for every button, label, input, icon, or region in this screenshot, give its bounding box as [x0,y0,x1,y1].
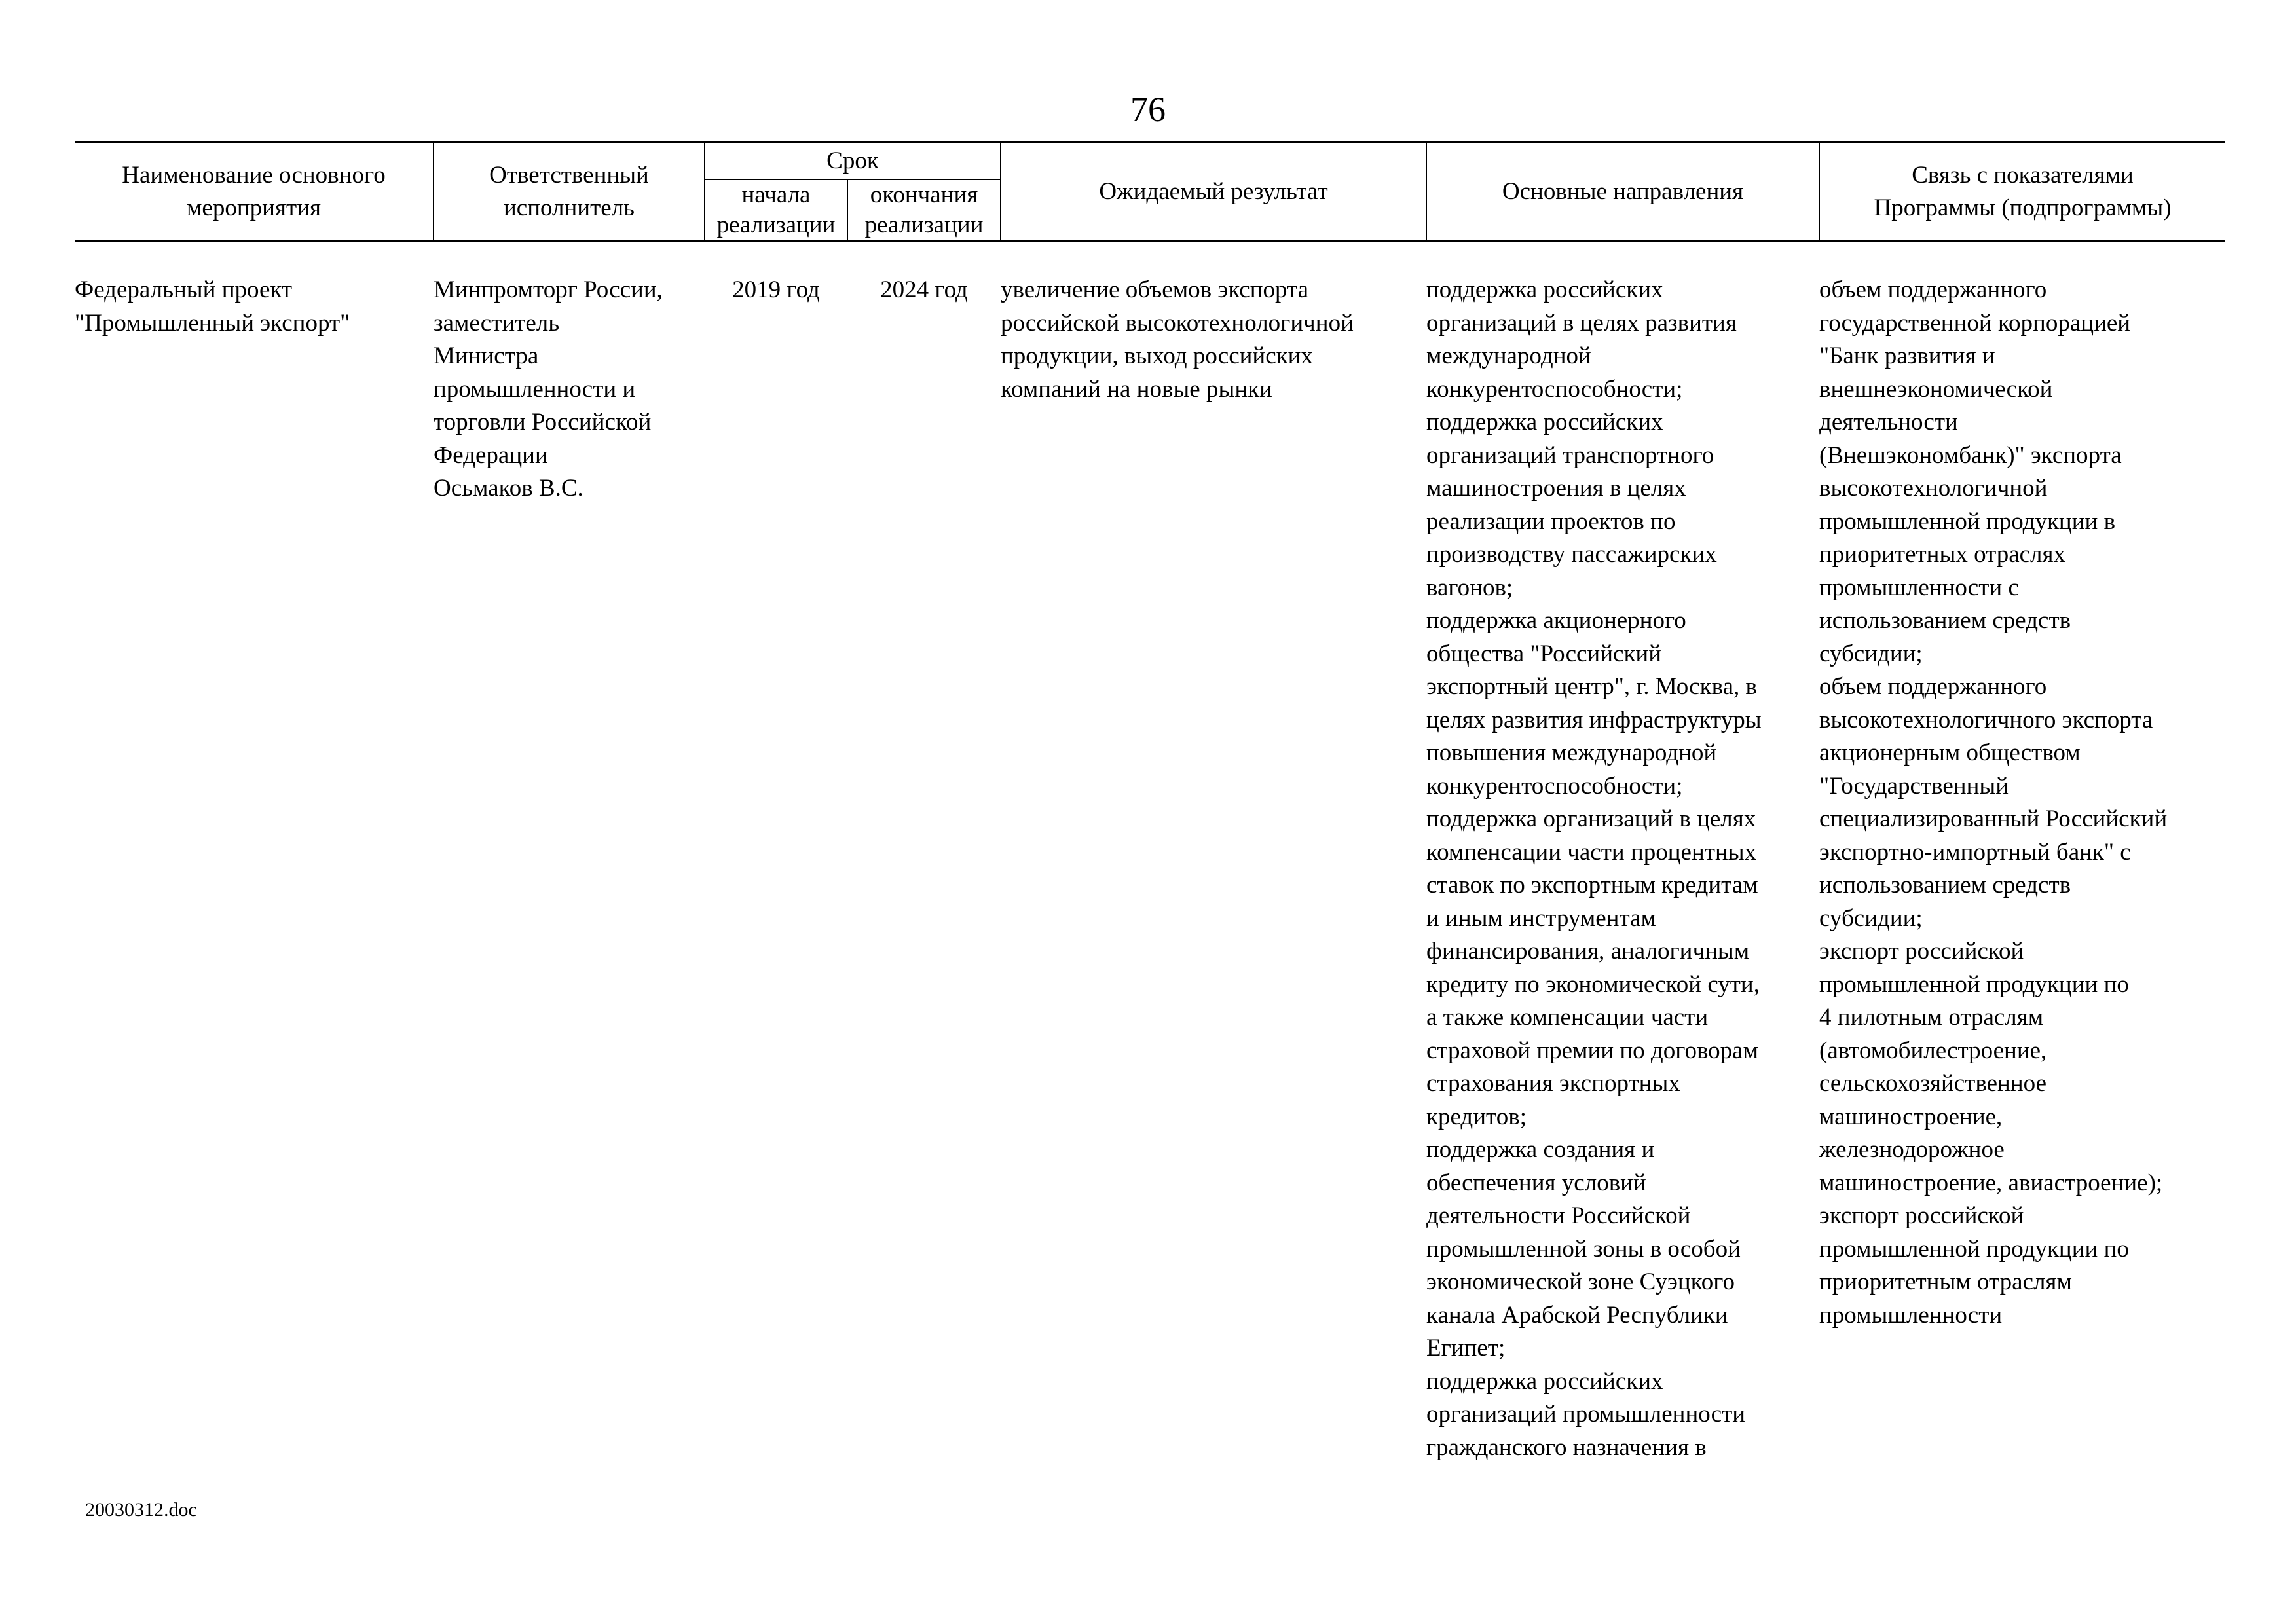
file-name-footer: 20030312.doc [85,1499,197,1521]
header-main-directions: Основные направления [1426,143,1819,242]
row-activity-name: Федеральный проект "Промышленный экспорт" [75,276,350,337]
row-term-start: 2019 год [732,276,820,303]
header-expected-result: Ожидаемый результат [1001,143,1426,242]
table-header [75,143,2225,242]
program-activities-table [75,141,2225,1464]
row-executor: Минпромторг России, заместитель Министра промышленности и торговли Российской Федерации Осьмаков В.С. [434,276,663,502]
header-executor: Ответственный исполнитель [434,143,705,242]
header-program-indicators: Связь с показателями Программы (подпрограммы) [1819,143,2225,242]
header-term-start: начала реализации [705,179,847,242]
header-activity-name: Наименование основного мероприятия [75,143,434,242]
row-expected-result: увеличение объемов экспорта российской высокотехнологичной продукции, выход российских компаний на новые рынки [1001,276,1354,403]
header-term-end: окончания реализации [847,179,1001,242]
row-program-indicators: объем поддержанного государственной корпорацией "Банк развития и внешнеэкономической деятельности (Внешэкономбанк)" экспорта высокотехнологичной промышленной продукции в приоритетных отраслях промышленности с использованием средств субсидии; объем поддержанного высокотехнологичного экспорта акционерным обществом "Государственный специализированный Российский экспортно-импортный банк" с использованием средств субсидии; экспорт российской промышленной продукции по 4 пилотным отраслям (автомобилестроение, сельскохозяйственное машиностроение, железнодорожное машиностроение, авиастроение); экспорт российской промышленной продукции по приоритетным отраслям промышленности [1819,276,2168,1329]
row-main-directions: поддержка российских организаций в целях развития международной конкурентоспособности; поддержка российских организаций транспортного машиностроения в целях реализации проектов по производству пассажирских вагонов; поддержка акционерного общества "Российский экспортный центр", г. Москва, в целях развития инфраструктуры повышения международной конкурентоспособности; поддержка организаций в целях компенсации части процентных ставок по экспортным кредитам и иным инструментам финансирования, аналогичным кредиту по экономической сути, а также компенсации части страховой премии по договорам страхования экспортных кредитов; поддержка создания и обеспечения условий деятельности Российской промышленной зоны в особой экономической зоне Суэцкого канала Арабской Республики Египет; поддержка российских организаций промышленности гражданского назначения в [1426,276,1762,1461]
table-row [75,242,2225,1465]
header-term: Срок [705,143,1001,180]
row-term-end: 2024 год [880,276,968,303]
page-number: 76 [1130,90,1166,129]
